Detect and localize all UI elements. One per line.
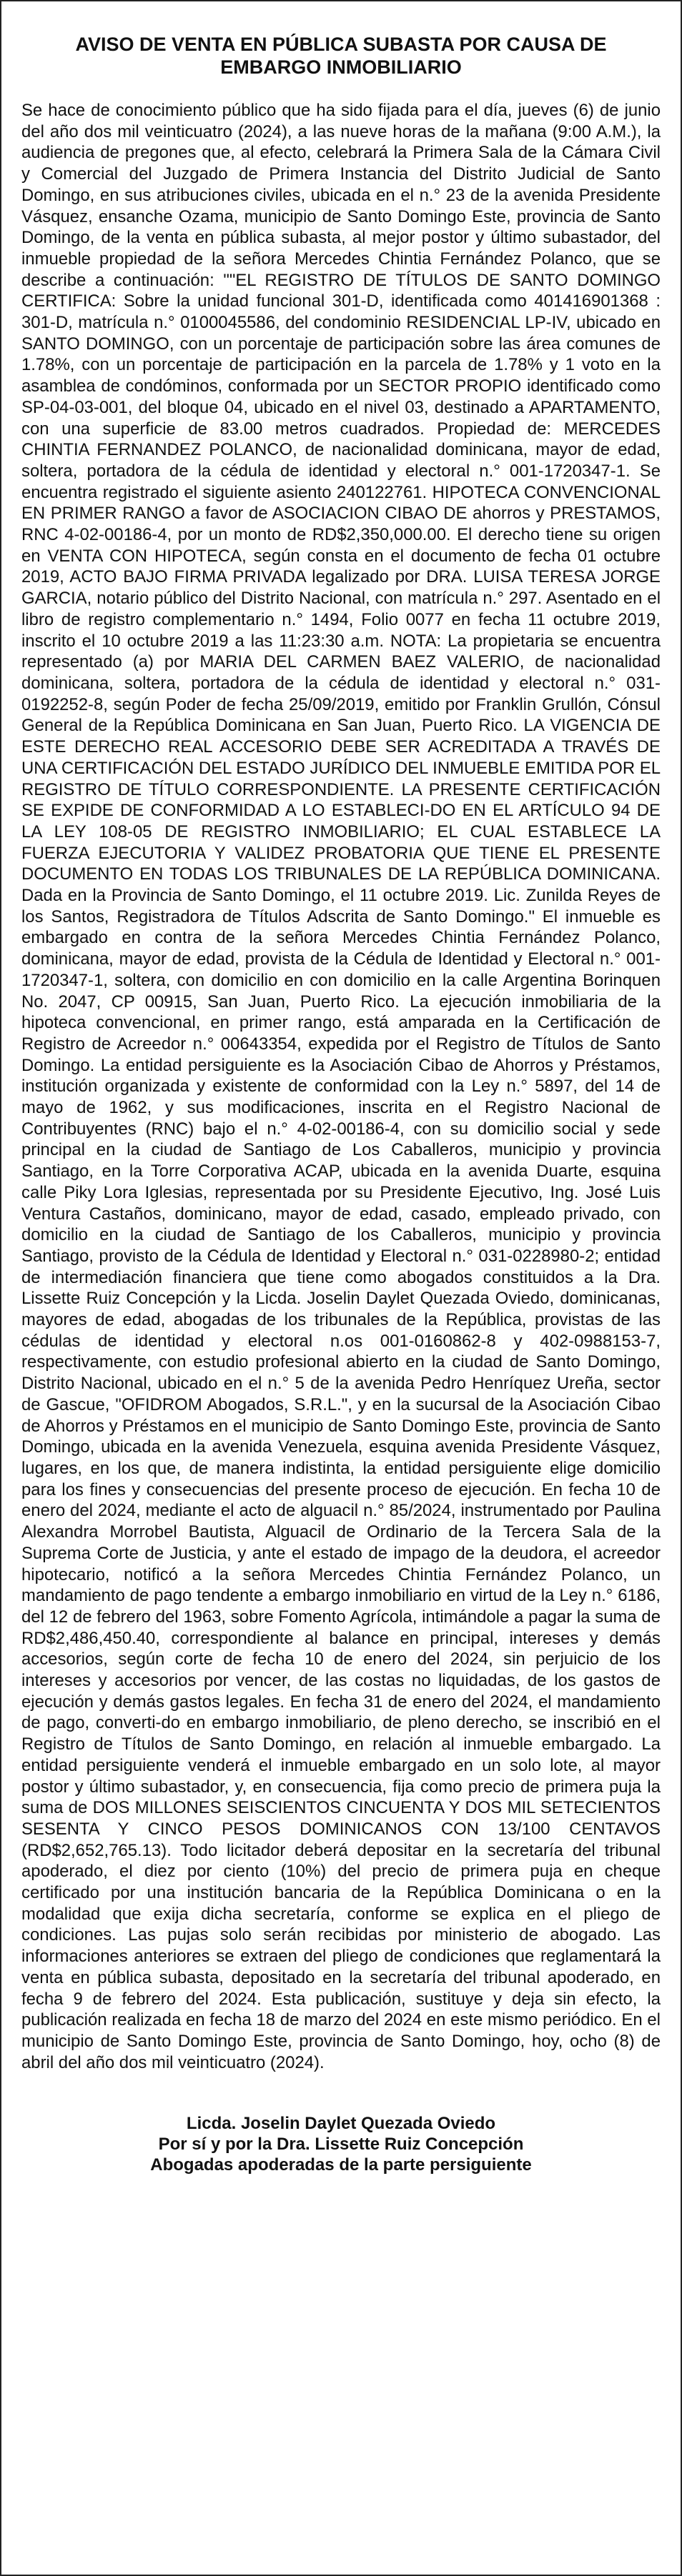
signature-representation: Por sí y por la Dra. Lissette Ruiz Concepción bbox=[158, 2135, 524, 2155]
notice-title-line-2: EMBARGO INMOBILIARIO bbox=[220, 56, 462, 78]
signature-block bbox=[21, 2113, 661, 2175]
signature-name: Licda. Joselin Daylet Quezada Oviedo bbox=[186, 2114, 496, 2134]
notice-title bbox=[21, 33, 661, 79]
notice-title-line-1: AVISO DE VENTA EN PÚBLICA SUBASTA POR CAUSA DE bbox=[75, 34, 607, 55]
notice-body: Se hace de conocimiento público que ha sido fijada para el día, jueves (6) de junio del año dos mil veinticuatro (2024), a las nueve horas de la mañana (9:00 A.M.), la audiencia de pregones que, al efecto, celebrará la Primera Sala de la Cámara Civil y Comercial del Juzgado de Primera Instancia del Distrito Judicial de Santo Domingo, en sus atribuciones civiles, ubicada en el n.° 23 de la avenida Presidente Vásquez, ensanche Ozama, municipio de Santo Domingo Este, provincia de Santo Domingo, de la venta en pública subasta, al mejor postor y último subastador, del inmueble propiedad de la señora Mercedes Chintia Fernández Polanco, que se describe a continuación: ""EL REGISTRO DE TÍTULOS DE SANTO DOMINGO CERTIFICA: Sobre la unidad funcional 301-D, identificada como 401416901368 : 301-D, matrícula n.° 0100045586, del condominio RESIDENCIAL LP-IV, ubicado en SANTO DOMINGO, con un porcentaje de participación sobre las área comunes de 1.78%, con un porcentaje de participación en la parcela de 1.78% y 1 voto en la asamblea de condóminos, conformada por un SECTOR PROPIO identificado como SP-04-03-001, del bloque 04, ubicado en el nivel 03, destinado a APARTAMENTO, con una superficie de 83.00 metros cuadrados. Propiedad de: MERCEDES CHINTIA FERNANDEZ POLANCO, de nacionalidad dominicana, mayor de edad, soltera, portadora de la cédula de identidad y electoral n.° 001-1720347-1. Se encuentra registrado el siguiente asiento 240122761. HIPOTECA CONVENCIONAL EN PRIMER RANGO a favor de ASOCIACION CIBAO DE ahorros y PRESTAMOS, RNC 4-02-00186-4, por un monto de RD$2,350,000.00. El derecho tiene su origen en VENTA CON HIPOTECA, según consta en el documento de fecha 01 octubre 2019, ACTO BAJO FIRMA PRIVADA legalizado por DRA. LUISA TERESA JORGE GARCIA, notario público del Distrito Nacional, con matrícula n.° 297. Asentado en el libro de registro complementario n.° 1494, Folio 0077 en fecha 11 octubre 2019, inscrito el 10 octubre 2019 a las 11:23:30 a.m. NOTA: La propietaria se encuentra representado (a) por MARIA DEL CARMEN BAEZ VALERIO, de nacionalidad dominicana, soltera, portadora de la cédula de identidad y electoral n.° 031-0192252-8, según Poder de fecha 25/09/2019, emitido por Franklin Grullón, Cónsul General de la República Dominicana en San Juan, Puerto Rico. LA VIGENCIA DE ESTE DERECHO REAL ACCESORIO DEBE SER ACREDITADA A TRAVÉS DE UNA CERTIFICACIÓN DEL ESTADO JURÍDICO DEL INMUEBLE EMITIDA POR EL REGISTRO DE TÍTULO CORRESPONDIENTE. LA PRESENTE CERTIFICACIÓN SE EXPIDE DE CONFORMIDAD A LO ESTABLECI-DO EN EL ARTÍCULO 94 DE LA LEY 108-05 DE REGISTRO INMOBILIARIO; EL CUAL ESTABLECE LA FUERZA EJECUTORIA Y VALIDEZ PROBATORIA QUE TIENE EL PRESENTE DOCUMENTO EN TODAS LOS TRIBUNALES DE LA REPÚBLICA DOMINICANA. Dada en la Provincia de Santo Domingo, el 11 octubre 2019. Lic. Zunilda Reyes de los Santos, Registradora de Títulos Adscrita de Santo Domingo." El inmueble es embargado en contra de la señora Mercedes Chintia Fernández Polanco, dominicana, mayor de edad, provista de la Cédula de Identidad y Electoral n.° 001-1720347-1, soltera, con domicilio en con domicilio en la calle Argentina Borinquen No. 2047, CP 00915, San Juan, Puerto Rico. La ejecución inmobiliaria de la hipoteca convencional, en primer rango, está amparada en la Certificación de Registro de Acreedor n.° 00643354, expedida por el Registro de Títulos de Santo Domingo. La entidad persiguiente es la Asociación Cibao de Ahorros y Préstamos, institución organizada y existente de conformidad con la Ley n.° 5897, del 14 de mayo de 1962, y sus modificaciones, inscrita en el Registro Nacional de Contribuyentes (RNC) bajo el n.° 4-02-00186-4, con su domicilio social y sede principal en la ciudad de Santiago de Los Caballeros, municipio y provincia Santiago, en la Torre Corporativa ACAP, ubicada en la avenida Duarte, esquina calle Piky Lora Iglesias, representada por su Presidente Ejecutivo, Ing. José Luis Ventura Castaños, dominicano, mayor de edad, casado, empleado privado, con domicilio en la ciudad de Santiago de los Caballeros, municipio y provincia Santiago, provisto de la Cédula de Identidad y Electoral n.° 031-0228980-2; entidad de intermediación financiera que tiene como abogados constituidos a la Dra. Lissette Ruiz Concepción y la Licda. Joselin Daylet Quezada Oviedo, dominicanas, mayores de edad, abogadas de los tribunales de la República, provistas de las cédulas de identidad y electoral n.os 001-0160862-8 y 402-0988153-7, respectivamente, con estudio profesional abierto en la ciudad de Santo Domingo, Distrito Nacional, ubicado en el n.° 5 de la avenida Pedro Henríquez Ureña, sector de Gascue, "OFIDROM Abogados, S.R.L.", y en la sucursal de la Asociación Cibao de Ahorros y Préstamos en el municipio de Santo Domingo Este, provincia de Santo Domingo, ubicada en la avenida Venezuela, esquina avenida Presidente Vásquez, lugares, en los que, de manera indistinta, la entidad persiguiente elige domicilio para los fines y consecuencias del presente proceso de ejecución. En fecha 10 de enero del 2024, mediante el acto de alguacil n.° 85/2024, instrumentado por Paulina Alexandra Morrobel Bautista, Alguacil de Ordinario de la Tercera Sala de la Suprema Corte de Justicia, y ante el estado de impago de la deudora, el acreedor hipotecario, notificó a la señora Mercedes Chintia Fernández Polanco, un mandamiento de pago tendente a embargo inmobiliario en virtud de la Ley n.° 6186, del 12 de febrero del 1963, sobre Fomento Agrícola, intimándole a pagar la suma de RD$2,486,450.40, correspondiente al balance en principal, intereses y demás accesorios, según corte de fecha 10 de enero del 2024, sin perjuicio de los intereses y accesorios por vencer, de las costas no liquidadas, de los gastos de ejecución y demás gastos legales. En fecha 31 de enero del 2024, el mandamiento de pago, converti-do en embargo inmobiliario, de pleno derecho, se inscribió en el Registro de Títulos de Santo Domingo, en relación al inmueble embargado. La entidad persiguiente venderá el inmueble embargado en un solo lote, al mayor postor y último subastador, y, en consecuencia, fija como precio de primera puja la suma de DOS MILLONES SEISCIENTOS CINCUENTA Y DOS MIL SETECIENTOS SESENTA Y CINCO PESOS DOMINICANOS CON 13/100 CENTAVOS (RD$2,652,765.13). Todo licitador deberá depositar en la secretaría del tribunal apoderado, el diez por ciento (10%) del precio de primera puja en cheque certificado por una institución bancaria de la República Dominicana o en la modalidad que exija dicha secretaría, conforme se explica en el pliego de condiciones. Las pujas solo serán recibidas por ministerio de abogado. Las informaciones anteriores se extraen del pliego de condiciones que reglamentará la venta en pública subasta, depositado en la secretaría del tribunal apoderado, en fecha 9 de febrero del 2024. Esta publicación, sustituye y deja sin efecto, la publicación realizada en fecha 18 de marzo del 2024 en este mismo periódico. En el municipio de Santo Domingo Este, provincia de Santo Domingo, hoy, ocho (8) de abril del año dos mil veinticuatro (2024). bbox=[21, 101, 661, 2072]
signature-role: Abogadas apoderadas de la parte persiguiente bbox=[150, 2155, 532, 2175]
